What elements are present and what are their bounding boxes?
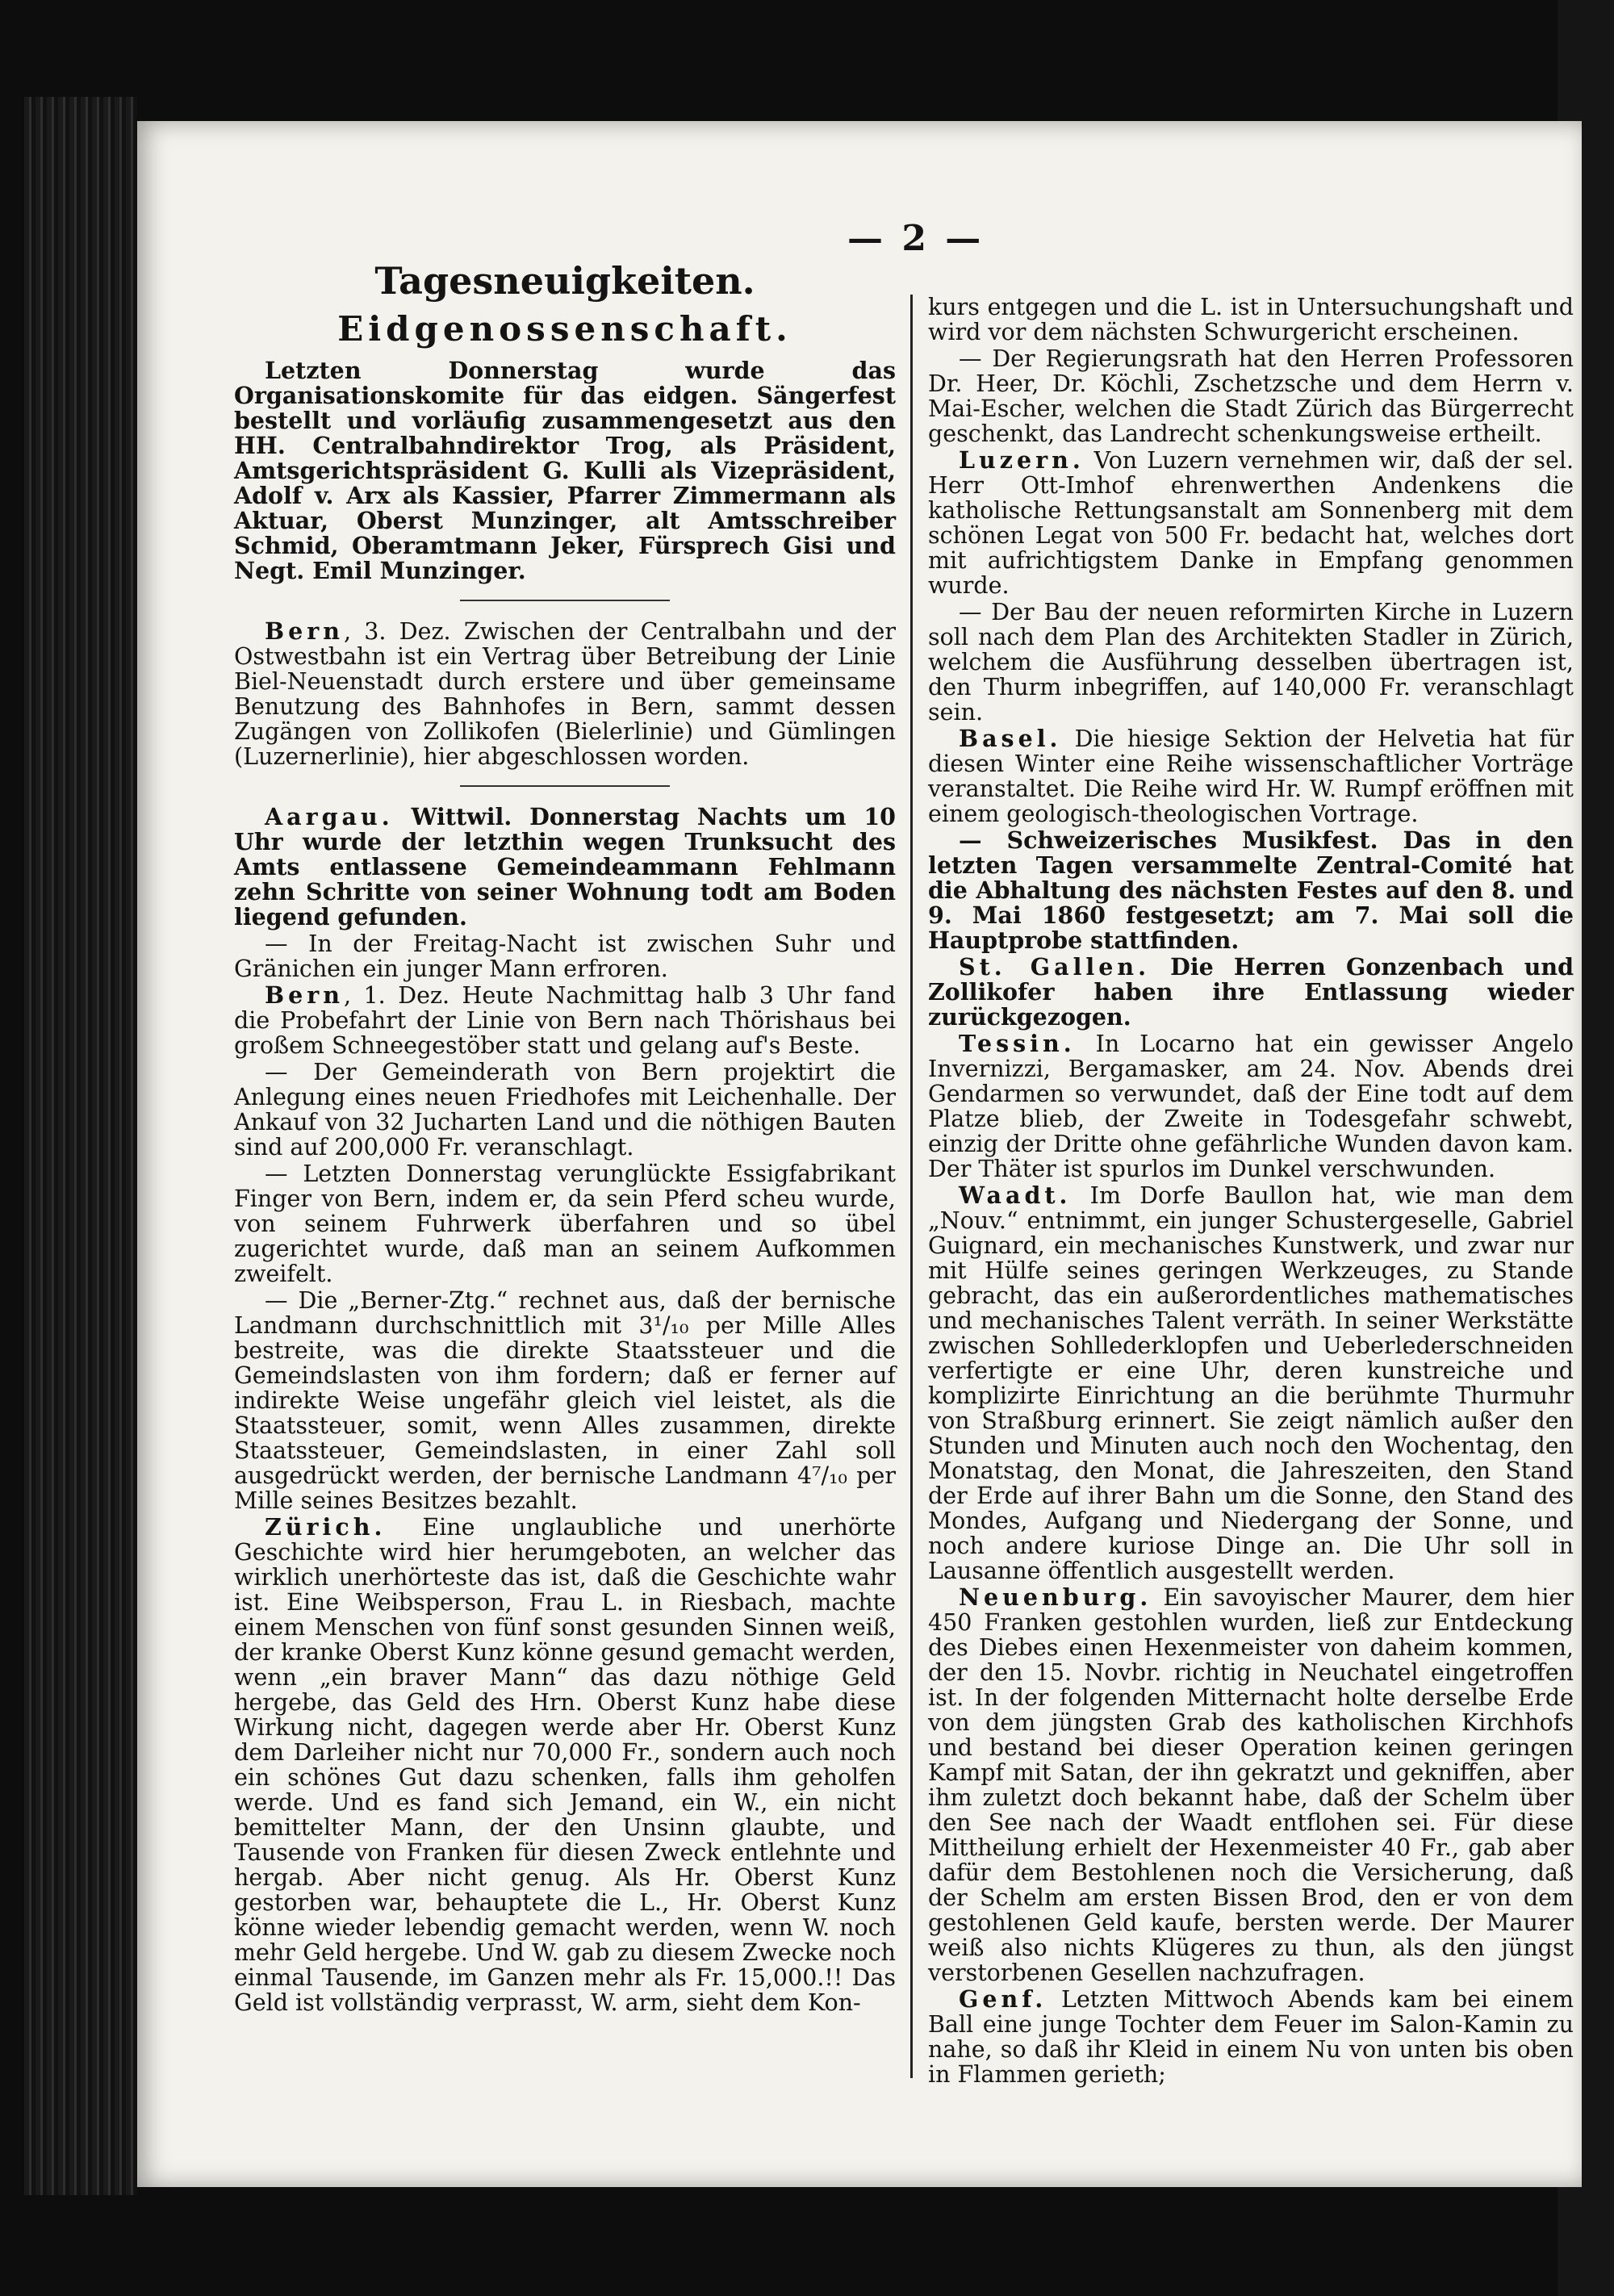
- article-musikfest: — Schweizerisches Musikfest. Das in den letzten Tagen versammelte Zentral-Comité hat die Abhaltung des nächsten Festes auf den 8. und 9. Mai 1860 festgesetzt; am 7. Mai soll die Hauptprobe stattfinden.: [928, 826, 1574, 954]
- dateline-place: Genf.: [959, 1985, 1047, 2013]
- article-text: Die hiesige Sektion der Helvetia hat für diesen Winter eine Reihe wissenschaftlicher Vorträge veranstaltet. Die Reihe wird Hr. W. Rumpf eröffnen mit einem geologisch-theologischen Vortrage.: [928, 726, 1574, 827]
- newspaper-page: [137, 121, 1582, 2187]
- article-saengerfest: Letzten Donnerstag wurde das Organisationskomite für das eidgen. Sängerfest bestellt und vorläufig zusammengesetzt aus den HH. Centralbahndirektor Trog, als Präsident, Amtsgerichtspräsident G. Kulli als Vizepräsident, Adolf v. Arx als Kassier, Pfarrer Zimmermann als Aktuar, Oberst Munzinger, alt Amtsschreiber Schmid, Oberamtmann Jeker, Fürsprech Gisi und Negt. Emil Munzinger.: [234, 357, 896, 584]
- article-continued: kurs entgegen und die L. ist in Untersuchungshaft und wird vor dem nächsten Schwurgericht erscheinen.: [928, 294, 1574, 345]
- article-waadt: [928, 1183, 1574, 1583]
- article-text: Die Herren Gonzenbach und Zollikofer haben ihre Entlassung wieder zurückgezogen.: [928, 953, 1574, 1031]
- divider: [460, 785, 670, 787]
- dateline-place: Zürich.: [265, 1513, 387, 1541]
- dateline-place: Neuenburg.: [959, 1583, 1152, 1611]
- article-bern-steuer: — Die „Berner-Ztg.“ rechnet aus, daß der bernische Landmann durchschnittlich mit 3¹/₁₀ per Mille Alles bestreite, was die direkte Staatssteuer und die Gemeindslasten von ihm fordern; daß er ferner auf indirekte Weise ungefähr gleich viel leistet, als die Staatssteuer, somit, wenn Alles zusammen, direkte Staatssteuer, Gemeindslasten, in einer Zahl soll ausgedrückt werden, der bernische Landmann 4⁷/₁₀ per Mille seines Besitzes bezahlt.: [234, 1287, 896, 1514]
- article-basel: [928, 726, 1574, 826]
- article-text: Im Dorfe Baullon hat, wie man dem „Nouv.“ entnimmt, ein junger Schustergeselle, Gabriel Guignard, ein mechanisches Kunstwerk, und zwar nur mit Hülfe seines geringen Werkzeuges, zu Stande gebracht, das ein außerordentliches mathematisches und mechanisches Talent verräth. In seiner Werkstätte zwischen Sohllederklopfen und Ueberlederschneiden verfertigte er eine Uhr, deren kunstreiche und komplizirte Einrichtung an die berühmte Thurmuhr von Straßburg erinnert. Sie zeigt nämlich außer den Stunden und Minuten auch noch den Wochentag, den Monatstag, den Monat, die Jahreszeiten, den Stand der Erde auf ihrer Bahn um die Sonne, den Stand des Mondes, Aufgang und Niedergang der Sonne, und noch andere kuriose Dinge an. Die Uhr soll in Lausanne öffentlich ausgestellt werden.: [928, 1182, 1574, 1584]
- article-bern-bahn: [234, 619, 896, 769]
- article-bern-friedhof: — Der Gemeinderath von Bern projektirt die Anlegung eines neuen Friedhofes mit Leichenhalle. Der Ankauf von 32 Jucharten Land und die nöthigen Bauten sind auf 200,000 Fr. veranschlagt.: [234, 1059, 896, 1161]
- article-st-gallen: [928, 955, 1574, 1030]
- column-divider: [910, 295, 913, 2078]
- section-subtitle: Eidgenossenschaft.: [337, 309, 792, 349]
- article-zuerich: [234, 1515, 896, 2015]
- dateline-place: Waadt.: [959, 1181, 1072, 1209]
- article-text: , 1. Dez. Heute Nachmittag halb 3 Uhr fand die Probefahrt der Linie von Bern nach Thörishaus bei großem Schneegestöber statt und gelang auf's Beste.: [234, 982, 896, 1059]
- page-number: — 2 —: [847, 218, 985, 259]
- right-column: [928, 295, 1574, 2089]
- dateline-place: Aargau.: [265, 803, 394, 830]
- article-text: Von Luzern vernehmen wir, daß der sel. Herr Ott-Imhof ehrenwerthen Andenkens die katholische Rettungsanstalt am Sonnenberg mit dem schönen Legat von 500 Fr. bedacht hat, welches dort mit aufrichtigstem Danke in Empfang genommen wurde.: [928, 447, 1574, 599]
- article-aargau: [234, 805, 896, 930]
- article-regierungsrath: — Der Regierungsrath hat den Herren Professoren Dr. Heer, Dr. Köchli, Zschetzsche und dem Herrn v. Mai-Escher, welchen die Stadt Zürich das Bürgerrecht geschenkt, das Landrecht schenkungsweise ertheilt.: [928, 345, 1574, 447]
- article-genf: [928, 1987, 1574, 2087]
- article-text: Letzten Mittwoch Abends kam bei einem Ball eine junge Tochter dem Feuer im Salon-Kamin zu nahe, so daß ihr Kleid in einem Nu von unten bis oben in Flammen gerieth;: [928, 1986, 1574, 2088]
- dateline-place: Bern: [265, 981, 344, 1009]
- article-neuenburg: [928, 1585, 1574, 1985]
- article-text: , 3. Dez. Zwischen der Centralbahn und der Ostwestbahn ist ein Vertrag über Betreibung der Linie Biel-Neuenstadt durch erstere und über gemeinsame Benutzung des Bahnhofes in Bern, sammt dessen Zugängen von Zollikofen (Bielerlinie) und Gümlingen (Luzernerlinie), hier abgeschlossen worden.: [234, 618, 896, 770]
- article-bern-finger: — Letzten Donnerstag verunglückte Essigfabrikant Finger von Bern, indem er, da sein Pferd scheu wurde, von seinem Fuhrwerk überfahren und so übel zugerichtet wurde, daß man an seinem Aufkommen zweifelt.: [234, 1161, 896, 1287]
- dateline-place: St. Gallen.: [959, 953, 1151, 981]
- article-text: Ein savoyischer Maurer, dem hier 450 Franken gestohlen wurden, ließ zur Entdeckung des Diebes einen Hexenmeister von daheim kommen, der den 15. Novbr. richtig in Neuchatel eingetroffen ist. In der folgenden Mitternacht holte derselbe Erde von dem jüngsten Grab des katholischen Kirchhofs und bestand bei dieser Operation keinen geringen Kampf mit Satan, der ihn gekratzt und gekniffen, aber ihm zuletzt doch bekannt habe, daß der Schelm über den See nach der Waadt entflohen sei. Für diese Mittheilung erhielt der Hexenmeister 40 Fr., gab aber dafür dem Bestohlenen noch die Versicherung, daß der Schelm am ersten Bissen Brod, den er von dem gestohlenen Geld kaufe, bersten werde. Der Maurer weiß also nichts Klügeres zu thun, als den jüngst verstorbenen Gesellen nachzufragen.: [928, 1584, 1574, 1986]
- dateline-place: Basel.: [959, 725, 1062, 752]
- dateline-place: Tessin.: [959, 1030, 1076, 1057]
- article-bern-probefahrt: [234, 983, 896, 1058]
- article-text: Wittwil. Donnerstag Nachts um 10 Uhr wurde der letzthin wegen Trunksucht des Amts entlassene Gemeindeammann Fehlmann zehn Schritte von seiner Wohnung todt am Boden liegend gefunden.: [234, 803, 896, 931]
- section-title: Tagesneuigkeiten.: [374, 259, 755, 303]
- left-column: [234, 258, 896, 2017]
- article-tessin: [928, 1031, 1574, 1181]
- dateline-place: Bern: [265, 617, 344, 645]
- article-text: Eine unglaubliche und unerhörte Geschichte wird hier herumgeboten, an welcher das wirklich unerhörteste das ist, daß die Geschichte wahr ist. Eine Weibsperson, Frau L. in Riesbach, machte einem Menschen von fünf sonst gesunden Sinnen weiß, der kranke Oberst Kunz könne gesund gemacht werden, wenn „ein braver Mann“ das dazu nöthige Geld hergebe, das Geld des Hrn. Oberst Kunz habe diese Wirkung nicht, dagegen werde aber Hr. Oberst Kunz dem Darleiher nicht nur 70,000 Fr., sondern auch noch ein schönes Gut dazu schenken, falls ihm geholfen werde. Und es fand sich Jemand, ein W., ein nicht bemittelter Mann, der den Unsinn glaubte, und Tausende von Franken für diesen Zweck entlehnte und hergab. Aber nicht genug. Als Hr. Oberst Kunz gestorben war, behauptete die L., Hr. Oberst Kunz könne wieder lebendig gemacht werden, wenn W. noch mehr Geld hergebe. Und W. gab zu diesem Zwecke noch einmal Tausende, im Ganzen mehr als Fr. 15,000.!! Das Geld ist vollständig verprasst, W. arm, sieht dem Kon-: [234, 1514, 896, 2016]
- article-luzern: [928, 448, 1574, 598]
- dateline-place: Luzern.: [959, 446, 1085, 474]
- article-aargau-2: — In der Freitag-Nacht ist zwischen Suhr und Gränichen ein junger Mann erfroren.: [234, 931, 896, 982]
- book-page-edges: [24, 97, 137, 2195]
- article-text: In Locarno hat ein gewisser Angelo Invernizzi, Bergamasker, am 24. Nov. Abends drei Gendarmen so verwundet, daß der Eine todt auf dem Platze blieb, der Zweite in Todesgefahr schwebt, einzig der Dritte ohne gefährliche Wunden davon kam. Der Thäter ist spurlos im Dunkel verschwunden.: [928, 1031, 1574, 1182]
- article-luzern-kirche: — Der Bau der neuen reformirten Kirche in Luzern soll nach dem Plan des Architekten Stadler in Zürich, welchem die Ausführung desselben übertragen ist, den Thurm inbegriffen, auf 140,000 Fr. veranschlagt sein.: [928, 599, 1574, 726]
- divider: [460, 600, 670, 601]
